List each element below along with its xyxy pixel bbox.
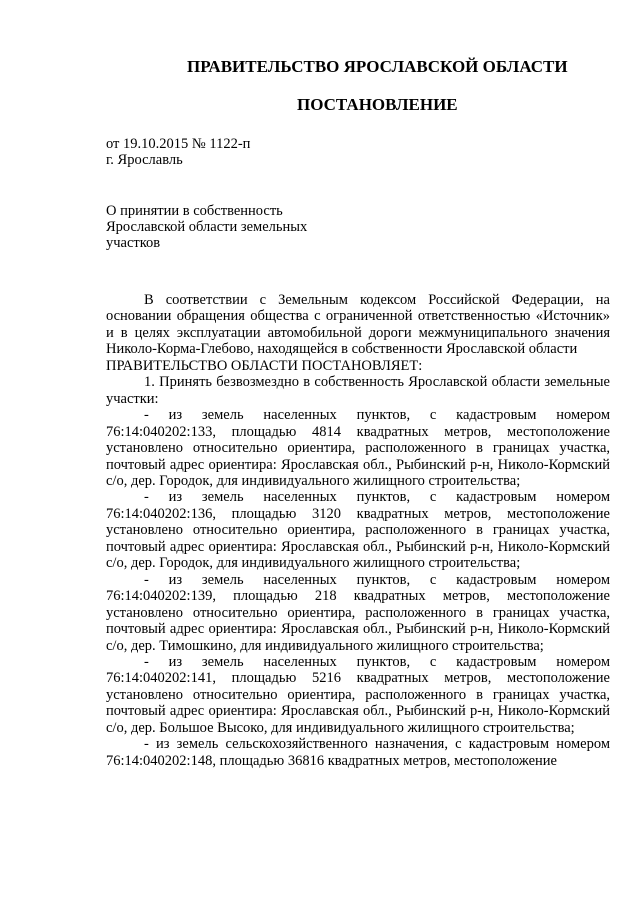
item-1-paragraph: 1. Принять безвозмездно в собственность Ярославской области земельные участки: [106,374,610,407]
document-body [106,292,610,769]
land-plot-item: - из земель населенных пунктов, с кадастровым номером 76:14:040202:141, площадью 5216 квадратных метров, местоположение установлено относительно ориентира, расположенного в границах участка, почтовый адрес ориентира: Ярославская обл., Рыбинский р-н, Николо-Кормский с/о, дер. Большое Высоко, для индивидуального жилищного строительства; [106,653,610,736]
document-subject [106,203,307,251]
land-plot-item: - из земель населенных пунктов, с кадастровым номером 76:14:040202:139, площадью 218 квадратных метров, местоположение установлено относительно ориентира, расположенного в границах участка, почтовый адрес ориентира: Ярославская обл., Рыбинский р-н, Николо-Кормский с/о, дер. Тимошкино, для индивидуального жилищного строительства; [106,571,610,654]
subject-line: О принятии в собственность [106,203,283,219]
land-plot-item: - из земель населенных пунктов, с кадастровым номером 76:14:040202:136, площадью 3120 квадратных метров, местоположение установлено относительно ориентира, расположенного в границах участка, почтовый адрес ориентира: Ярославская обл., Рыбинский р-н, Николо-Кормский с/о, дер. Городок, для индивидуального жилищного строительства; [106,489,610,572]
land-plot-item: - из земель населенных пунктов, с кадастровым номером 76:14:040202:133, площадью 4814 квадратных метров, местоположение установлено относительно ориентира, расположенного в границах участка, почтовый адрес ориентира: Ярославская обл., Рыбинский р-н, Николо-Кормский с/о, дер. Городок, для индивидуального жилищного строительства; [106,407,610,489]
document-date-number: от 19.10.2015 № 1122-п [106,136,251,152]
preamble-paragraph: В соответствии с Земельным кодексом Российской Федерации, на основании обращения общества с ограниченной ответственностью «Источник» и в целях эксплуатации автомобильной дороги межмуниципального значения Николо-Корма-Глебово, находящейся в собственности Ярославской области [106,292,610,358]
document-city: г. Ярославль [106,152,183,168]
resolution-heading: ПРАВИТЕЛЬСТВО ОБЛАСТИ ПОСТАНОВЛЯЕТ: [106,357,423,374]
document-type: ПОСТАНОВЛЕНИЕ [297,95,458,114]
government-title: ПРАВИТЕЛЬСТВО ЯРОСЛАВСКОЙ ОБЛАСТИ [187,57,568,76]
subject-line: Ярославской области земельных [106,219,308,235]
land-plot-item: - из земель сельскохозяйственного назначения, с кадастровым номером 76:14:040202:148, площадью 36816 квадратных метров, местоположение [106,736,610,769]
subject-line: участков [106,235,161,251]
